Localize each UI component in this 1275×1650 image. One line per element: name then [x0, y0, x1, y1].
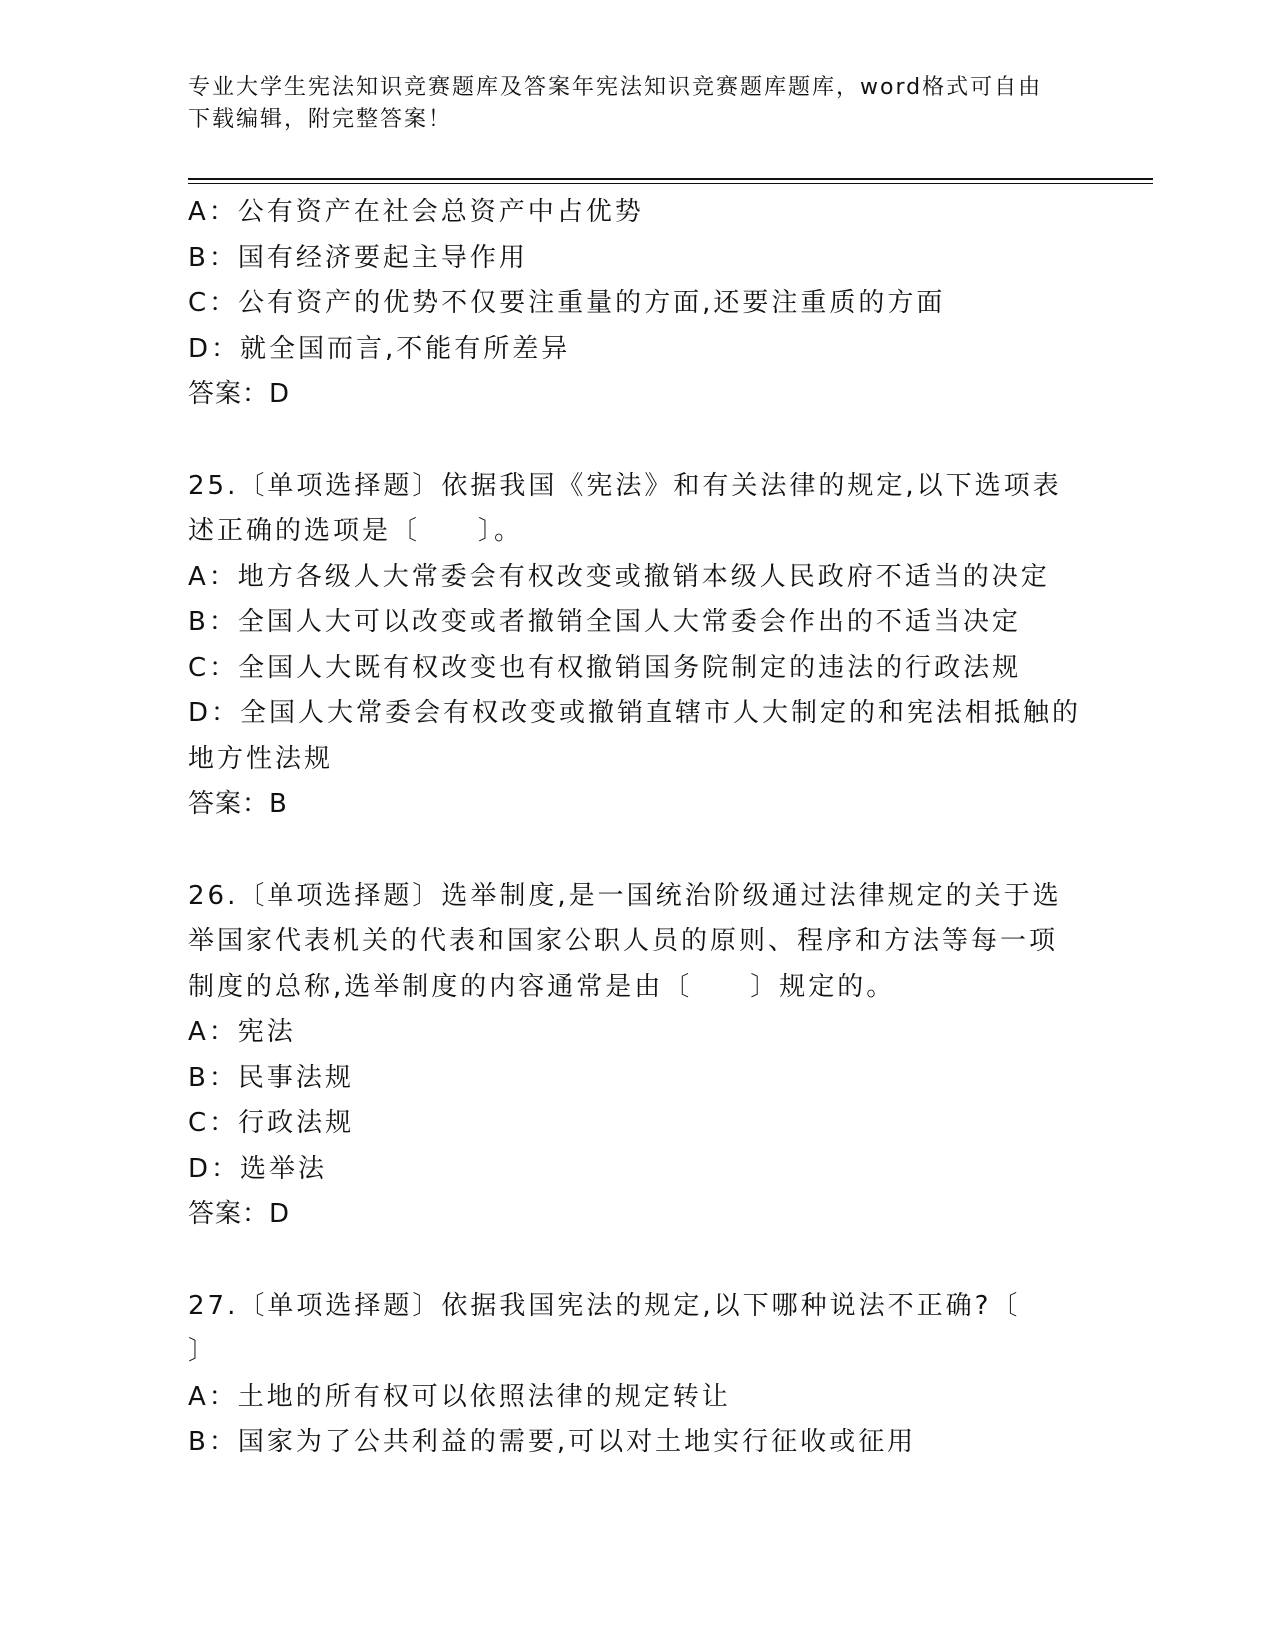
- spacer: [188, 418, 1088, 464]
- question-26: [188, 874, 1088, 1238]
- option-c: C：公有资产的优势不仅要注重量的方面,还要注重质的方面: [188, 288, 946, 318]
- question-stem-line: 25.〔单项选择题〕依据我国《宪法》和有关法律的规定,以下选项表: [188, 470, 1062, 501]
- option-b: B：国家为了公共利益的需要,可以对土地实行征收或征用: [188, 1427, 917, 1457]
- question-stem-line: 27.〔单项选择题〕依据我国宪法的规定,以下哪种说法不正确?〔: [188, 1290, 1021, 1321]
- option-b: B：国有经济要起主导作用: [188, 242, 528, 273]
- option-c: C：全国人大既有权改变也有权撤销国务院制定的违法的行政法规: [188, 652, 1022, 683]
- question-stem-line: 制度的总称,选举制度的内容通常是由〔 〕规定的。: [188, 971, 896, 1002]
- option-b: B：民事法规: [188, 1062, 354, 1093]
- option-d-continued: 地方性法规: [188, 743, 334, 774]
- question-stem-line: 举国家代表机关的代表和国家公职人员的原则、程序和方法等每一项: [188, 926, 1059, 956]
- header-line-1: 专业大学生宪法知识竞赛题库及答案年宪法知识竞赛题库题库，word格式可自由: [188, 75, 1043, 100]
- option-d: D：就全国而言,不能有所差异: [188, 333, 571, 364]
- spacer: [188, 1238, 1088, 1284]
- question-27: [188, 1284, 1088, 1466]
- question-24: [188, 190, 1088, 418]
- header-divider-thin: [188, 183, 1153, 184]
- option-a: A：宪法: [188, 1017, 296, 1047]
- question-stem-line: 26.〔单项选择题〕选举制度,是一国统治阶级通过法律规定的关于选: [188, 880, 1062, 911]
- option-d: D：全国人大常委会有权改变或撤销直辖市人大制定的和宪法相抵触的: [188, 698, 1082, 728]
- spacer: [188, 828, 1088, 874]
- header-line-2: 下载编辑，附完整答案！: [188, 107, 453, 132]
- question-content: [188, 190, 1088, 1466]
- option-d: D：选举法: [188, 1153, 328, 1184]
- question-stem-line: 〕: [188, 1336, 218, 1366]
- option-a: A：土地的所有权可以依照法律的规定转让: [188, 1381, 731, 1412]
- answer: 答案：D: [188, 1199, 291, 1229]
- option-a: A：公有资产在社会总资产中占优势: [188, 197, 644, 227]
- question-25: [188, 464, 1088, 828]
- document-header: [188, 72, 1068, 136]
- answer: 答案：D: [188, 379, 291, 409]
- header-divider-thick: [188, 178, 1153, 180]
- option-a: A：地方各级人大常委会有权改变或撤销本级人民政府不适当的决定: [188, 561, 1050, 592]
- option-c: C：行政法规: [188, 1108, 355, 1138]
- answer: 答案：B: [188, 789, 288, 819]
- question-stem-line: 述正确的选项是〔 〕。: [188, 516, 524, 546]
- option-b: B：全国人大可以改变或者撤销全国人大常委会作出的不适当决定: [188, 607, 1021, 637]
